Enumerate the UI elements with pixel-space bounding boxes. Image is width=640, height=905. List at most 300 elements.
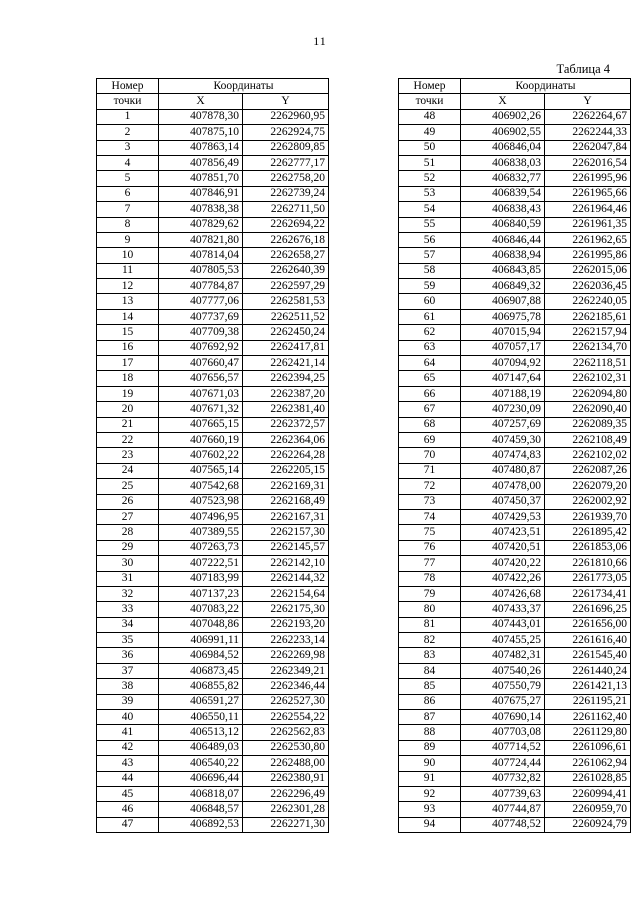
table-row	[399, 217, 631, 232]
x-coordinate-cell: 407423,51	[461, 525, 545, 540]
point-number-header	[399, 79, 461, 94]
y-coordinate-cell: 2261962,65	[545, 232, 631, 247]
coordinates-table-right	[398, 78, 631, 833]
y-coordinate-cell: 2261696,25	[545, 602, 631, 617]
table-row	[399, 402, 631, 417]
table-row	[97, 402, 329, 417]
y-coordinate-cell: 2262694,22	[243, 217, 329, 232]
point-number-cell: 77	[399, 556, 461, 571]
x-coordinate-cell: 407690,14	[461, 710, 545, 725]
y-coordinate-cell: 2262394,25	[243, 371, 329, 386]
y-coordinate-cell: 2262381,40	[243, 402, 329, 417]
x-coordinate-cell: 407602,22	[159, 448, 243, 463]
table-row	[399, 140, 631, 155]
x-coordinate-cell: 407222,51	[159, 556, 243, 571]
table-row	[97, 309, 329, 324]
y-coordinate-cell: 2262168,49	[243, 494, 329, 509]
y-coordinate-cell: 2262658,27	[243, 248, 329, 263]
point-number-cell: 66	[399, 386, 461, 401]
table-row	[97, 663, 329, 678]
table-row	[399, 817, 631, 832]
y-coordinate-cell: 2260924,79	[545, 817, 631, 832]
point-number-cell: 90	[399, 756, 461, 771]
point-number-cell: 93	[399, 802, 461, 817]
y-coordinate-cell: 2262711,50	[243, 202, 329, 217]
y-coordinate-cell: 2262387,20	[243, 386, 329, 401]
point-number-cell: 47	[97, 817, 159, 832]
table-row	[97, 294, 329, 309]
table-row	[97, 509, 329, 524]
y-header: Y	[545, 94, 631, 109]
point-number-cell: 20	[97, 402, 159, 417]
x-coordinate-cell: 407422,26	[461, 571, 545, 586]
point-number-cell: 79	[399, 586, 461, 601]
y-coordinate-cell: 2261964,46	[545, 202, 631, 217]
x-coordinate-cell: 407147,64	[461, 371, 545, 386]
y-coordinate-cell: 2262118,51	[545, 356, 631, 371]
point-number-cell: 33	[97, 602, 159, 617]
point-number-cell: 72	[399, 479, 461, 494]
point-number-cell: 89	[399, 740, 461, 755]
y-coordinate-cell: 2262102,02	[545, 448, 631, 463]
y-coordinate-cell: 2262777,17	[243, 155, 329, 170]
point-number-cell: 3	[97, 140, 159, 155]
y-coordinate-cell: 2262185,61	[545, 309, 631, 324]
table-row	[399, 479, 631, 494]
point-number-cell: 4	[97, 155, 159, 170]
x-coordinate-cell: 406902,26	[461, 109, 545, 124]
x-coordinate-cell: 407057,17	[461, 340, 545, 355]
table-row	[399, 556, 631, 571]
table-row	[97, 556, 329, 571]
x-coordinate-cell: 406984,52	[159, 648, 243, 663]
y-coordinate-cell: 2262809,85	[243, 140, 329, 155]
x-coordinate-cell: 407851,70	[159, 171, 243, 186]
y-coordinate-cell: 2262562,83	[243, 725, 329, 740]
point-number-cell: 28	[97, 525, 159, 540]
point-number-cell: 41	[97, 725, 159, 740]
x-coordinate-cell: 407875,10	[159, 125, 243, 140]
point-number-cell: 88	[399, 725, 461, 740]
x-coordinate-cell: 407660,19	[159, 432, 243, 447]
table-row	[399, 509, 631, 524]
table-row	[399, 125, 631, 140]
point-number-cell: 36	[97, 648, 159, 663]
x-coordinate-cell: 406818,07	[159, 786, 243, 801]
table-row	[97, 232, 329, 247]
table-row	[97, 494, 329, 509]
point-number-cell: 31	[97, 571, 159, 586]
x-coordinate-cell: 407459,30	[461, 432, 545, 447]
point-number-cell: 30	[97, 556, 159, 571]
x-coordinate-cell: 406832,77	[461, 171, 545, 186]
point-number-cell: 22	[97, 432, 159, 447]
table-row	[399, 725, 631, 740]
y-coordinate-cell: 2262301,28	[243, 802, 329, 817]
x-coordinate-cell: 407724,44	[461, 756, 545, 771]
x-coordinate-cell: 406550,11	[159, 710, 243, 725]
y-coordinate-cell: 2262145,57	[243, 540, 329, 555]
x-coordinate-cell: 407856,49	[159, 155, 243, 170]
table-row	[97, 479, 329, 494]
point-number-cell: 61	[399, 309, 461, 324]
y-coordinate-cell: 2262380,91	[243, 771, 329, 786]
y-coordinate-cell: 2262193,20	[243, 617, 329, 632]
point-number-cell: 42	[97, 740, 159, 755]
table-row	[399, 109, 631, 124]
point-number-cell: 74	[399, 509, 461, 524]
y-coordinate-cell: 2262269,98	[243, 648, 329, 663]
y-coordinate-cell: 2262417,81	[243, 340, 329, 355]
point-number-cell: 1	[97, 109, 159, 124]
x-coordinate-cell: 407263,73	[159, 540, 243, 555]
point-number-cell: 71	[399, 463, 461, 478]
table-row	[97, 125, 329, 140]
coordinates-table-left	[96, 78, 329, 833]
coordinates-header: Координаты	[461, 79, 631, 94]
y-coordinate-cell: 2262094,80	[545, 386, 631, 401]
table-row	[399, 710, 631, 725]
y-coordinate-cell: 2262488,00	[243, 756, 329, 771]
table-row	[399, 371, 631, 386]
table-row	[399, 155, 631, 170]
table-row	[399, 432, 631, 447]
x-coordinate-cell: 407450,37	[461, 494, 545, 509]
point-number-header-2: точки	[399, 94, 461, 109]
y-coordinate-cell: 2262167,31	[243, 509, 329, 524]
point-number-header	[97, 79, 159, 94]
y-coordinate-cell: 2262157,30	[243, 525, 329, 540]
point-number-cell: 56	[399, 232, 461, 247]
x-coordinate-cell: 407482,31	[461, 648, 545, 663]
point-number-cell: 24	[97, 463, 159, 478]
x-coordinate-cell: 407821,80	[159, 232, 243, 247]
point-number-cell: 23	[97, 448, 159, 463]
x-coordinate-cell: 406848,57	[159, 802, 243, 817]
table-row	[97, 786, 329, 801]
point-number-cell: 58	[399, 263, 461, 278]
point-number-cell: 43	[97, 756, 159, 771]
x-coordinate-cell: 407474,83	[461, 448, 545, 463]
y-coordinate-cell: 2262142,10	[243, 556, 329, 571]
x-coordinate-cell: 407550,79	[461, 679, 545, 694]
x-coordinate-cell: 407083,22	[159, 602, 243, 617]
x-coordinate-cell: 407015,94	[461, 325, 545, 340]
y-coordinate-cell: 2262175,30	[243, 602, 329, 617]
x-coordinate-cell: 407656,57	[159, 371, 243, 386]
table-row	[97, 648, 329, 663]
point-number-cell: 85	[399, 679, 461, 694]
point-number-cell: 54	[399, 202, 461, 217]
point-number-cell: 83	[399, 648, 461, 663]
x-coordinate-cell: 407480,87	[461, 463, 545, 478]
x-coordinate-cell: 407048,86	[159, 617, 243, 632]
table-row	[97, 248, 329, 263]
y-coordinate-cell: 2262296,49	[243, 786, 329, 801]
point-number-cell: 55	[399, 217, 461, 232]
x-coordinate-cell: 407094,92	[461, 356, 545, 371]
y-coordinate-cell: 2262554,22	[243, 710, 329, 725]
table-row	[399, 663, 631, 678]
y-coordinate-cell: 2262597,29	[243, 279, 329, 294]
point-number-cell: 63	[399, 340, 461, 355]
x-coordinate-cell: 407744,87	[461, 802, 545, 817]
x-coordinate-cell: 406873,45	[159, 663, 243, 678]
point-number-cell: 45	[97, 786, 159, 801]
y-coordinate-cell: 2262154,64	[243, 586, 329, 601]
table-row	[399, 340, 631, 355]
table-row	[399, 356, 631, 371]
y-coordinate-cell: 2261995,96	[545, 171, 631, 186]
x-coordinate-cell: 407739,63	[461, 786, 545, 801]
point-number-cell: 14	[97, 309, 159, 324]
y-coordinate-cell: 2262090,40	[545, 402, 631, 417]
x-coordinate-cell: 407748,52	[461, 817, 545, 832]
table-row	[399, 232, 631, 247]
point-number-cell: 12	[97, 279, 159, 294]
y-coordinate-cell: 2261965,66	[545, 186, 631, 201]
point-number-cell: 86	[399, 694, 461, 709]
point-number-cell: 7	[97, 202, 159, 217]
x-header: X	[159, 94, 243, 109]
point-number-cell: 25	[97, 479, 159, 494]
x-coordinate-cell: 406846,04	[461, 140, 545, 155]
table-body-right	[399, 109, 631, 832]
table-row	[399, 325, 631, 340]
table-row	[97, 340, 329, 355]
table-row	[97, 633, 329, 648]
x-coordinate-cell: 407784,87	[159, 279, 243, 294]
point-number-cell: 65	[399, 371, 461, 386]
table-row	[97, 617, 329, 632]
point-number-cell: 60	[399, 294, 461, 309]
x-coordinate-cell: 406489,03	[159, 740, 243, 755]
point-number-cell: 50	[399, 140, 461, 155]
table-row	[97, 525, 329, 540]
x-coordinate-cell: 407814,04	[159, 248, 243, 263]
table-row	[399, 740, 631, 755]
x-coordinate-cell: 407838,38	[159, 202, 243, 217]
table-row	[97, 586, 329, 601]
y-coordinate-cell: 2262511,52	[243, 309, 329, 324]
x-coordinate-cell: 407433,37	[461, 602, 545, 617]
table-row	[399, 263, 631, 278]
point-number-cell: 15	[97, 325, 159, 340]
x-coordinate-cell: 407565,14	[159, 463, 243, 478]
point-number-cell: 44	[97, 771, 159, 786]
point-number-cell: 39	[97, 694, 159, 709]
table-row	[399, 386, 631, 401]
table-row	[399, 186, 631, 201]
table-row	[97, 725, 329, 740]
x-coordinate-cell: 407703,08	[461, 725, 545, 740]
y-coordinate-cell: 2262924,75	[243, 125, 329, 140]
table-row	[399, 448, 631, 463]
x-coordinate-cell: 407675,27	[461, 694, 545, 709]
y-coordinate-cell: 2262015,06	[545, 263, 631, 278]
y-coordinate-cell: 2262527,30	[243, 694, 329, 709]
point-number-cell: 38	[97, 679, 159, 694]
x-coordinate-cell: 407732,82	[461, 771, 545, 786]
point-number-cell: 53	[399, 186, 461, 201]
y-coordinate-cell: 2261853,06	[545, 540, 631, 555]
x-coordinate-cell: 407455,25	[461, 633, 545, 648]
x-coordinate-cell: 406839,54	[461, 186, 545, 201]
point-number-cell: 82	[399, 633, 461, 648]
table-row	[97, 710, 329, 725]
x-coordinate-cell: 406846,44	[461, 232, 545, 247]
point-number-cell: 46	[97, 802, 159, 817]
y-coordinate-cell: 2262079,20	[545, 479, 631, 494]
point-number-cell: 26	[97, 494, 159, 509]
y-coordinate-cell: 2262349,21	[243, 663, 329, 678]
y-coordinate-cell: 2261939,70	[545, 509, 631, 524]
x-coordinate-cell: 406855,82	[159, 679, 243, 694]
table-row	[399, 494, 631, 509]
x-coordinate-cell: 407420,22	[461, 556, 545, 571]
y-coordinate-cell: 2262739,24	[243, 186, 329, 201]
y-coordinate-cell: 2261195,21	[545, 694, 631, 709]
table-row	[399, 248, 631, 263]
table-row	[97, 155, 329, 170]
point-number-cell: 57	[399, 248, 461, 263]
x-coordinate-cell: 407671,32	[159, 402, 243, 417]
table-row	[399, 540, 631, 555]
point-number-cell: 78	[399, 571, 461, 586]
point-number-cell: 91	[399, 771, 461, 786]
point-number-cell: 49	[399, 125, 461, 140]
x-coordinate-cell: 407443,01	[461, 617, 545, 632]
point-number-cell: 70	[399, 448, 461, 463]
point-number-cell: 21	[97, 417, 159, 432]
x-coordinate-cell: 406902,55	[461, 125, 545, 140]
y-coordinate-cell: 2262102,31	[545, 371, 631, 386]
point-number-cell: 52	[399, 171, 461, 186]
y-coordinate-cell: 2262372,57	[243, 417, 329, 432]
point-number-cell: 11	[97, 263, 159, 278]
table-row	[97, 817, 329, 832]
table-row	[97, 263, 329, 278]
point-number-cell: 87	[399, 710, 461, 725]
point-number-cell: 16	[97, 340, 159, 355]
point-number-cell: 5	[97, 171, 159, 186]
point-number-cell: 69	[399, 432, 461, 447]
table-row	[97, 740, 329, 755]
x-coordinate-cell: 406591,27	[159, 694, 243, 709]
table-row	[97, 771, 329, 786]
point-number-cell: 51	[399, 155, 461, 170]
y-coordinate-cell: 2262169,31	[243, 479, 329, 494]
table-row	[399, 417, 631, 432]
table-row	[399, 694, 631, 709]
x-coordinate-cell: 406838,94	[461, 248, 545, 263]
y-coordinate-cell: 2262244,33	[545, 125, 631, 140]
x-coordinate-cell: 407829,62	[159, 217, 243, 232]
table-row	[97, 571, 329, 586]
table-row	[97, 171, 329, 186]
x-coordinate-cell: 407183,99	[159, 571, 243, 586]
table-row	[97, 540, 329, 555]
y-coordinate-cell: 2260994,41	[545, 786, 631, 801]
table-row	[399, 602, 631, 617]
table-row	[399, 648, 631, 663]
x-coordinate-cell: 407863,14	[159, 140, 243, 155]
point-number-cell: 8	[97, 217, 159, 232]
point-number-cell: 19	[97, 386, 159, 401]
x-coordinate-cell: 407665,15	[159, 417, 243, 432]
point-number-cell: 40	[97, 710, 159, 725]
y-coordinate-cell: 2261162,40	[545, 710, 631, 725]
y-coordinate-cell: 2261995,86	[545, 248, 631, 263]
y-coordinate-cell: 2261656,00	[545, 617, 631, 632]
table-row	[97, 448, 329, 463]
y-coordinate-cell: 2262640,39	[243, 263, 329, 278]
y-coordinate-cell: 2262087,26	[545, 463, 631, 478]
y-coordinate-cell: 2261616,40	[545, 633, 631, 648]
table-row	[399, 617, 631, 632]
point-number-cell: 2	[97, 125, 159, 140]
table-row	[97, 140, 329, 155]
y-coordinate-cell: 2262530,80	[243, 740, 329, 755]
point-number-cell: 81	[399, 617, 461, 632]
x-coordinate-cell: 407137,23	[159, 586, 243, 601]
x-coordinate-cell: 407709,38	[159, 325, 243, 340]
x-coordinate-cell: 407542,68	[159, 479, 243, 494]
table-row	[97, 386, 329, 401]
point-number-cell: 48	[399, 109, 461, 124]
table-row	[399, 202, 631, 217]
table-row	[399, 171, 631, 186]
y-coordinate-cell: 2262581,53	[243, 294, 329, 309]
x-coordinate-cell: 407777,06	[159, 294, 243, 309]
table-caption: Таблица 4	[556, 62, 610, 76]
x-coordinate-cell: 406513,12	[159, 725, 243, 740]
x-coordinate-cell: 407420,51	[461, 540, 545, 555]
table-row	[399, 586, 631, 601]
x-coordinate-cell: 407230,09	[461, 402, 545, 417]
table-row	[399, 309, 631, 324]
x-coordinate-cell: 407692,92	[159, 340, 243, 355]
table-row	[399, 279, 631, 294]
x-coordinate-cell: 406838,43	[461, 202, 545, 217]
y-coordinate-cell: 2261440,24	[545, 663, 631, 678]
x-coordinate-cell: 407429,53	[461, 509, 545, 524]
table-row	[399, 633, 631, 648]
y-coordinate-cell: 2262108,49	[545, 432, 631, 447]
point-header-line1: Номер	[111, 79, 144, 92]
table-row	[97, 679, 329, 694]
y-coordinate-cell: 2262421,14	[243, 356, 329, 371]
table-row	[399, 802, 631, 817]
x-coordinate-cell: 407426,68	[461, 586, 545, 601]
x-coordinate-cell: 406975,78	[461, 309, 545, 324]
y-coordinate-cell: 2262036,45	[545, 279, 631, 294]
point-number-cell: 32	[97, 586, 159, 601]
point-number-cell: 9	[97, 232, 159, 247]
x-coordinate-cell: 407737,69	[159, 309, 243, 324]
y-coordinate-cell: 2261421,13	[545, 679, 631, 694]
point-number-cell: 37	[97, 663, 159, 678]
y-coordinate-cell: 2262364,06	[243, 432, 329, 447]
x-coordinate-cell: 407389,55	[159, 525, 243, 540]
point-number-cell: 73	[399, 494, 461, 509]
table-row	[97, 432, 329, 447]
table-row	[97, 371, 329, 386]
table-row	[97, 463, 329, 478]
x-coordinate-cell: 406907,88	[461, 294, 545, 309]
point-number-cell: 68	[399, 417, 461, 432]
point-number-cell: 67	[399, 402, 461, 417]
